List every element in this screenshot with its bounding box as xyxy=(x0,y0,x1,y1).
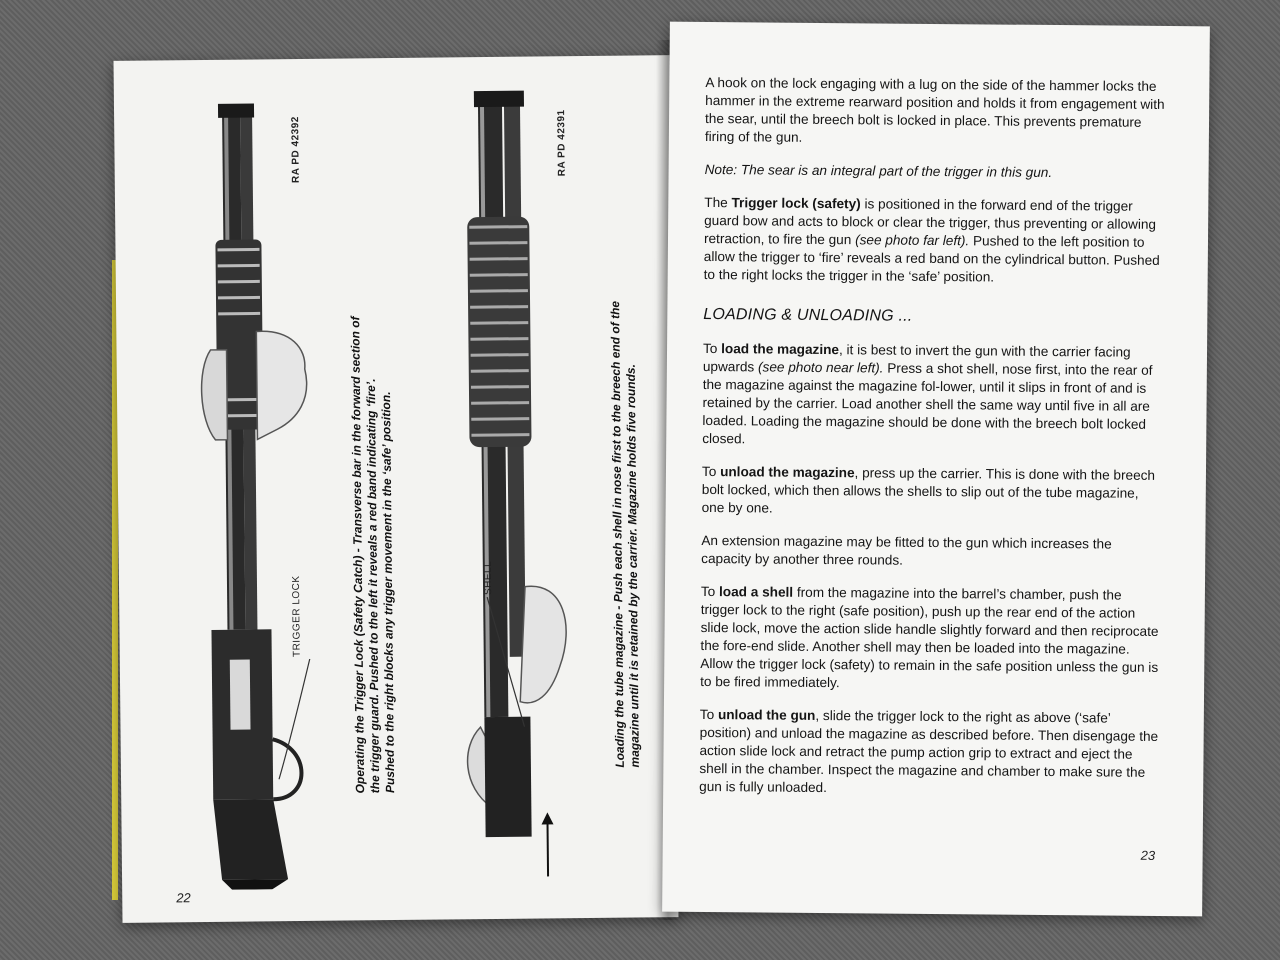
paragraph-unload-magazine: To unload the magazine, press up the carrier. This is done with the breech bolt locked, which then allows the shells to slip out of the tube magazine, one by one. xyxy=(701,463,1156,516)
shell-label: SHELL xyxy=(482,560,495,596)
page-number-23: 23 xyxy=(1140,847,1156,863)
note-sear: Note: The sear is an integral part of the trigger in this gun. xyxy=(704,161,1053,181)
paragraph-extension-magazine: An extension magazine may be fitted to the gun which increases the capacity by another three rounds. xyxy=(701,532,1112,568)
caption-loading xyxy=(608,301,643,768)
left-page xyxy=(114,55,679,923)
paragraph-load-magazine: To load the magazine, it is best to invert the gun with the carrier facing upwards (see photo near left). Press a shot shell, nose first, into the rear of the magazine against the magazine fol-lower, until it slips in front of and is retained by the carrier. Load another shell the same way until five in all are loaded. Loading the magazine should be done with the breech bolt locked closed. xyxy=(702,340,1153,447)
section-heading-loading: LOADING & UNLOADING ... xyxy=(703,305,913,325)
caption-2-line-2: magazine until it is retained by the carrier. Magazine holds five rounds. xyxy=(623,364,642,768)
paragraph-load-shell: To load a shell from the magazine into the barrel’s chamber, push the trigger lock to the right (safe position), push up the rear end of the action slide lock, move the action slide handle slightly forward and then reciprocate the fore-end slide. Another shell may then be loaded into the magazine. Allow the trigger lock (safety) to remain in the safe position unless the gun is to be fired immediately. xyxy=(700,583,1159,691)
page-number-22: 22 xyxy=(176,890,191,906)
right-page xyxy=(662,22,1210,917)
paragraph-hook-lock: A hook on the lock engaging with a lug on the side of the hammer locks the hammer in the extreme rearward position and holds it from engagement with the sear, until the breech bolt is locked in place. This prevents premature firing of the gun. xyxy=(704,74,1165,145)
caption-1-line-2: the trigger guard. Pushed to the left it reveals a red band indicating ‘fire’. xyxy=(363,378,383,794)
trigger-lock-label: TRIGGER LOCK xyxy=(290,575,303,658)
caption-2-line-1: Loading the tube magazine - Push each shell in nose first to the breech end of the xyxy=(608,300,627,768)
figure-code-2: RA PD 42391 xyxy=(556,109,568,177)
term-load-magazine: load the magazine xyxy=(721,341,840,358)
shotgun-illustration-loading xyxy=(444,86,582,887)
right-page-text xyxy=(699,74,1165,815)
paragraph-unload-gun: To unload the gun, slide the trigger lock to the right as above (‘safe’ position) and unload the magazine as described before. Then disengage the action slide lock and retract the pump action grip to extract and eject the shell in the chamber. Inspect the magazine and chamber to make sure the gun is fully unloaded. xyxy=(699,706,1159,796)
paragraph-trigger-lock: The Trigger lock (safety) is positioned in the forward end of the trigger guard bow and acts to block or clear the trigger, thus preventing or allowing retraction, to fire the gun (see photo far left). Pushed to the left position to allow the trigger to ‘fire’ reveals a red band on the cylindrical button. Pushed to the right locks the trigger in the ‘safe’ position. xyxy=(703,194,1160,285)
figure-code-1: RA PD 42392 xyxy=(290,116,302,184)
term-unload-magazine: unload the magazine xyxy=(720,464,855,481)
caption-trigger-lock xyxy=(348,316,398,793)
shell-leader-line xyxy=(479,597,540,738)
caption-1-line-1: Operating the Trigger Lock (Safety Catch) - Transverse bar in the forward section of xyxy=(348,316,368,794)
caption-1-line-3: Pushed to the right blocks any trigger movement in the ‘safe’ position. xyxy=(378,391,398,794)
term-trigger-lock: Trigger lock (safety) xyxy=(731,195,861,212)
term-unload-gun: unload the gun xyxy=(717,707,816,723)
term-load-shell: load a shell xyxy=(718,584,794,600)
trigger-lock-leader-line xyxy=(270,659,331,790)
